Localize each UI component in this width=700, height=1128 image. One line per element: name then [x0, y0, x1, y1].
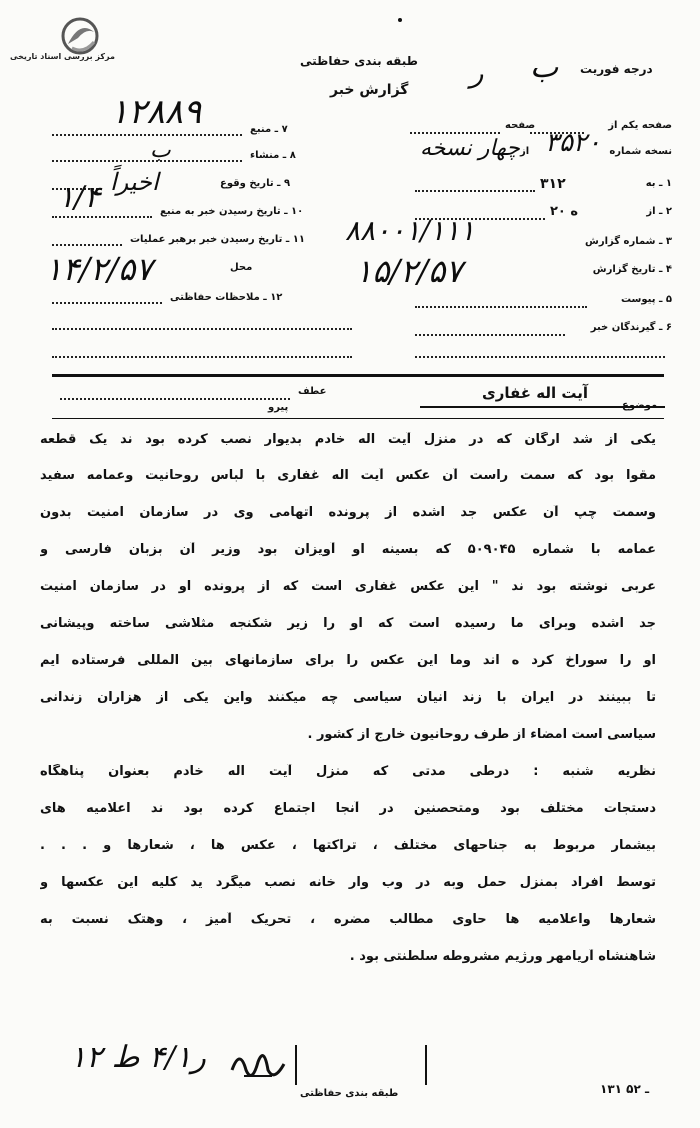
- body-line: تا ببینند در ایران با زند انیان سیاسی چه میکنند واین یکی از هزاران زندانی: [40, 690, 656, 705]
- field-from-value: ۲۰ ه: [550, 204, 579, 219]
- body-line: شاهنشاه آریامهر ورژیم مشروطه سلطنتی بود .: [349, 949, 656, 964]
- body-line: عمامه با شماره ۵۰۹۰۴۵ که بسینه او آویزان بود وزیر آن بزبان فارسی و: [40, 542, 656, 557]
- received-by-leader-label: ۱۱ ـ تاریخ رسیدن خبر برهبر عملیات: [130, 234, 305, 245]
- copy-number-total: چهار نسخه: [420, 136, 520, 161]
- attachment-label: ۵ ـ پیوست: [620, 294, 672, 305]
- page-count-suffix: صفحه: [505, 120, 536, 131]
- occurrence-date-value: اخیراً: [110, 168, 159, 196]
- body-line: وسمت چپ آن عکس جد اشده از پرونده اتهامی وی در سازمان امنیت بدون: [40, 505, 656, 520]
- report-date-label: ۴ ـ تاریخ گزارش: [592, 264, 672, 275]
- body-line: دستجات مختلف بود ومتحصنین در آنجا اجتماع کرده بود ند اعلامیه های: [40, 801, 656, 816]
- received-by-source-mark: ۱/۴: [58, 180, 101, 215]
- subject-divider: [52, 418, 664, 419]
- footer-bar-right: [425, 1045, 427, 1085]
- source-label: ۷ ـ منبع: [250, 124, 288, 135]
- origin-scribble: ب: [150, 138, 171, 163]
- source-value: ۱۲۸۸۹: [110, 92, 202, 132]
- body-line: یکی از شد ارگان که در منزل آیت اله خادم بدیوار نصب کرده بود ند یک قطعه: [40, 432, 656, 447]
- copy-number-of: از: [520, 146, 530, 157]
- urgency-label: درجه فوریت: [580, 62, 653, 76]
- subject-value: آیت اله غفاری: [482, 384, 589, 402]
- body-line: توسط افراد بمنزل حمل وبه در وب وار خانه نصب میگرد ید کلیه این عکسها و: [40, 875, 656, 890]
- field-to-value: ۳۱۲: [540, 176, 566, 192]
- report-number-value: ۸۸۰۰۱/۱۱۱: [345, 214, 475, 247]
- reference-label: عطف: [298, 386, 327, 397]
- body-line: عربی نوشته بود ند " این عکس غفاری است که از پرونده او در سازمان امنیت: [40, 579, 656, 594]
- location-date-value: ۱۴/۲/۵۷: [45, 250, 153, 288]
- archive-logo-text: مرکز بررسی اسناد تاریخی: [10, 52, 115, 61]
- body-line: مقوا بود که سمت راست آن عکس آیت اله غفاری با لباس روحانیت وعمامه سفید: [40, 468, 656, 483]
- form-number: ۱۳۱ ـ ۵۲: [600, 1082, 650, 1096]
- footer-bar-left: [295, 1045, 297, 1085]
- field-from-label: ۲ ـ از: [646, 206, 672, 217]
- body-line: شعارها واعلامیه ها حاوی مطالب مضره ، تحریک آمیز ، وهتک نسبت به: [40, 912, 656, 927]
- signature-mark: [228, 1040, 288, 1090]
- copy-number-label: نسخه شماره: [609, 146, 672, 157]
- recipients-label: ۶ ـ گیرندگان خبر: [590, 322, 672, 333]
- body-line: جد اشده وبرای ما رسیده است که او را زیر شکنجه مثلاشی ساخته وپیشانی: [40, 616, 656, 631]
- occurrence-date-label: ۹ ـ تاریخ وقوع: [220, 178, 291, 189]
- body-line: بیشمار مربوط به جناحهای مختلف ، تراکتها ، عکس ها ، شعارها و . . .: [40, 838, 656, 853]
- body-line: او را سوراخ کرد ه اند وما این عکس را برای سازمانهای بین المللی فرستاده ایم: [40, 653, 656, 668]
- urgency-scribble: ر: [470, 56, 484, 89]
- origin-label: ۸ ـ منشاء: [250, 150, 296, 161]
- report-number-label: ۳ ـ شماره گزارش: [585, 236, 672, 247]
- header-divider: [52, 374, 664, 377]
- security-notes-label: ۱۲ ـ ملاحظات حفاظتی: [170, 292, 283, 303]
- body-line: سیاسی است امضاء از طرف روحانیون خارج از کشور .: [307, 727, 656, 742]
- field-to-label: ۱ ـ به: [645, 178, 672, 189]
- punch-dot: [398, 18, 402, 22]
- report-title: گزارش خبر: [330, 82, 409, 98]
- classification-bottom: طبقه بندی حفاظتی: [300, 1088, 399, 1099]
- report-date-value: ۱۵/۲/۵۷: [355, 252, 463, 290]
- urgency-mark: ب: [530, 50, 559, 85]
- follow-up-label: پیرو: [268, 402, 289, 413]
- classification-top: طبقه بندی حفاظتی: [300, 54, 418, 68]
- body-line: نظریه شنبه : درطی مدتی که منزل آیت اله خادم بعنوان پناهگاه: [40, 764, 656, 779]
- location-label: محل: [230, 262, 253, 273]
- archive-emblem-icon: [63, 19, 97, 53]
- copy-number-value: ۳۵۲۰: [545, 128, 601, 158]
- subject-label: موضوع: [622, 400, 658, 411]
- received-by-source-label: ۱۰ ـ تاریخ رسیدن خبر به منبع: [160, 206, 304, 217]
- page-count-label: صفحه یکم از: [608, 120, 672, 131]
- footer-handwritten-date: ۱۲ ر۴/۱ ط: [70, 1040, 206, 1075]
